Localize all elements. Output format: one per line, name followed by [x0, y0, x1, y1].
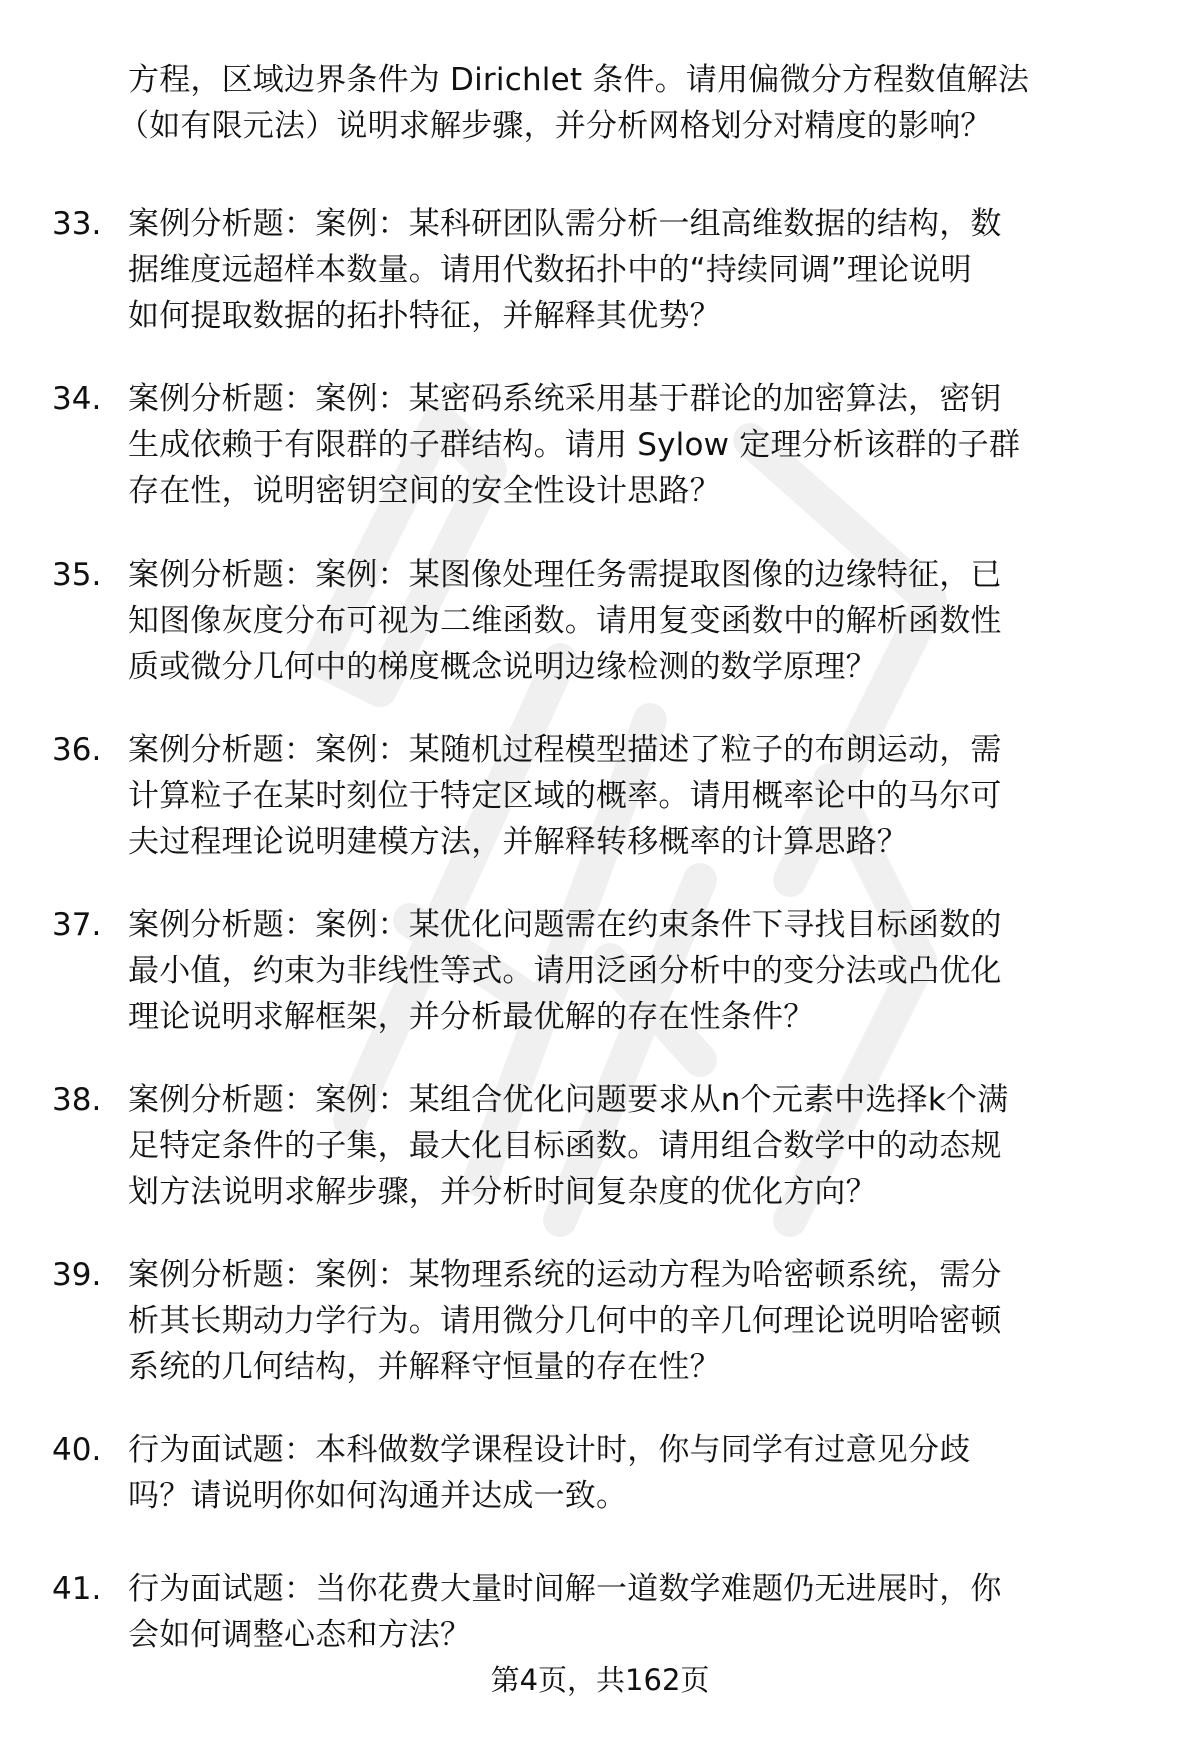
question-line: 足特定条件的子集，最大化目标函数。请用组合数学中的动态规 [128, 1128, 1002, 1164]
question-line: 案例分析题：案例：某优化问题需在约束条件下寻找目标函数的 [128, 907, 1002, 943]
question-line: 案例分析题：案例：某组合优化问题要求从n个元素中选择k个满 [128, 1082, 1009, 1118]
question-number: 38. [52, 1082, 102, 1118]
question-number: 39. [52, 1257, 102, 1293]
question-line: 最小值，约束为非线性等式。请用泛函分析中的变分法或凸优化 [128, 953, 1002, 989]
question-line: 案例分析题：案例：某物理系统的运动方程为哈密顿系统，需分 [128, 1257, 1002, 1293]
question-line: 案例分析题：案例：某科研团队需分析一组高维数据的结构，数 [128, 206, 1002, 242]
question-line: 划方法说明求解步骤，并分析时间复杂度的优化方向？ [128, 1174, 877, 1210]
question-line: 行为面试题：当你花费大量时间解一道数学难题仍无进展时，你 [128, 1571, 1002, 1607]
continuation-line: 方程，区域边界条件为 Dirichlet 条件。请用偏微分方程数值解法 [128, 62, 1030, 98]
question-line: 计算粒子在某时刻位于特定区域的概率。请用概率论中的马尔可 [128, 778, 1002, 814]
question-line: 案例分析题：案例：某密码系统采用基于群论的加密算法，密钥 [128, 381, 1002, 417]
question-number: 34. [52, 381, 102, 417]
question-line: 据维度远超样本数量。请用代数拓扑中的“持续同调”理论说明 [128, 252, 972, 288]
question-number: 41. [52, 1571, 102, 1607]
question-number: 33. [52, 206, 102, 242]
question-line: 案例分析题：案例：某随机过程模型描述了粒子的布朗运动，需 [128, 732, 1002, 768]
question-line: 质或微分几何中的梯度概念说明边缘检测的数学原理？ [128, 649, 877, 685]
question-number: 35. [52, 557, 102, 593]
question-line: 会如何调整心态和方法？ [128, 1617, 472, 1653]
question-line: 析其长期动力学行为。请用微分几何中的辛几何理论说明哈密顿 [128, 1303, 1002, 1339]
question-line: 夫过程理论说明建模方法，并解释转移概率的计算思路？ [128, 824, 908, 860]
question-number: 40. [52, 1432, 102, 1468]
question-line: 知图像灰度分布可视为二维函数。请用复变函数中的解析函数性 [128, 603, 1002, 639]
question-line: 生成依赖于有限群的子群结构。请用 Sylow 定理分析该群的子群 [128, 427, 1021, 463]
page-number-footer: 第4页，共162页 [490, 1663, 710, 1697]
question-line: 系统的几何结构，并解释守恒量的存在性？ [128, 1349, 721, 1385]
question-line: 行为面试题：本科做数学课程设计时，你与同学有过意见分歧 [128, 1432, 971, 1468]
question-line: 吗？请说明你如何沟通并达成一致。 [128, 1478, 628, 1514]
question-number: 36. [52, 732, 102, 768]
question-line: 理论说明求解框架，并分析最优解的存在性条件？ [128, 999, 815, 1035]
question-number: 37. [52, 907, 102, 943]
question-line: 存在性，说明密钥空间的安全性设计思路？ [128, 473, 721, 509]
question-line: 如何提取数据的拓扑特征，并解释其优势？ [128, 298, 721, 334]
continuation-line: （如有限元法）说明求解步骤，并分析网格划分对精度的影响？ [118, 108, 992, 144]
question-line: 案例分析题：案例：某图像处理任务需提取图像的边缘特征，已 [128, 557, 1002, 593]
